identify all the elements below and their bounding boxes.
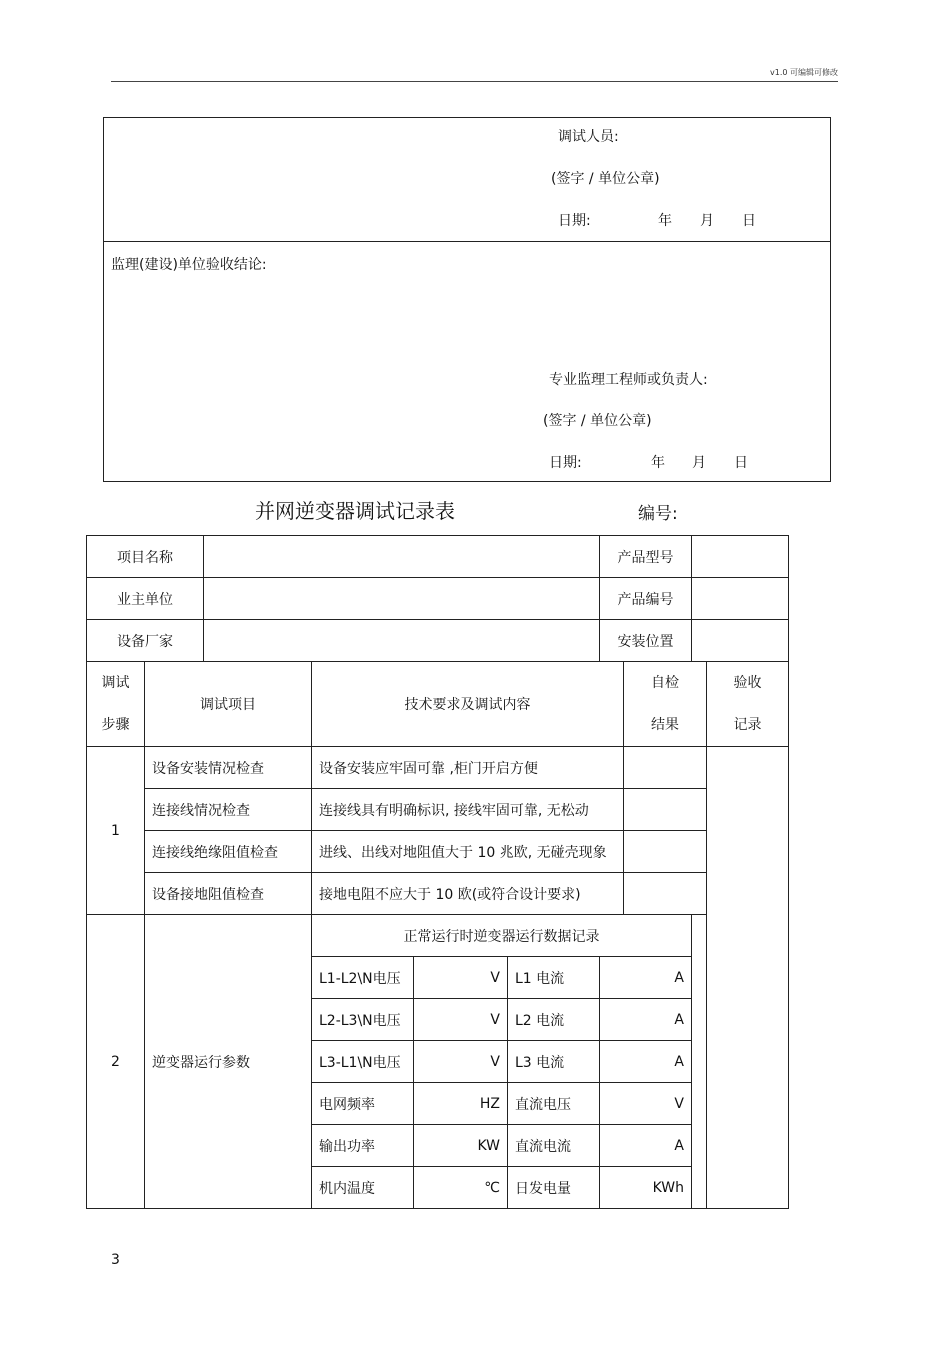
sign-label-1: (签字 / 单位公章) — [551, 171, 660, 187]
col-step-header — [87, 662, 145, 747]
step1-number: 1 — [87, 747, 145, 915]
param-unit[interactable]: KW — [414, 1125, 508, 1167]
step1-item: 连接线绝缘阻值检查 — [145, 831, 312, 873]
info-row-1 — [87, 536, 789, 578]
col-acceptance-header — [707, 662, 789, 747]
form-title: 并网逆变器调试记录表 — [255, 499, 455, 523]
acceptance-record-cell[interactable] — [707, 747, 789, 1209]
col-item-header: 调试项目 — [145, 662, 312, 747]
column-header-row — [87, 662, 789, 747]
param-label: L1 电流 — [508, 957, 600, 999]
step1-requirement: 进线、出线对地阻值大于 10 兆欧, 无碰壳现象 — [312, 831, 624, 873]
date-day-2: 日 — [734, 455, 748, 471]
self-check-cell[interactable] — [624, 873, 707, 915]
col-self-check-header — [624, 662, 707, 747]
param-label: L3-L1\N电压 — [312, 1041, 414, 1083]
param-label: L1-L2\N电压 — [312, 957, 414, 999]
param-label: 直流电流 — [508, 1125, 600, 1167]
date-month-1: 月 — [700, 213, 714, 229]
step1-row-4 — [87, 873, 789, 915]
step1-row-1 — [87, 747, 789, 789]
date-month-2: 月 — [692, 455, 706, 471]
product-model-value[interactable] — [692, 536, 789, 578]
owner-unit-value[interactable] — [204, 578, 600, 620]
param-label: 日发电量 — [508, 1167, 600, 1209]
version-note: v1.0 可编辑可修改 — [770, 68, 838, 77]
param-label: L3 电流 — [508, 1041, 600, 1083]
param-unit[interactable]: A — [600, 957, 692, 999]
step2-title-row — [87, 915, 789, 957]
col-acceptance-line2: 记录 — [733, 717, 762, 733]
param-unit[interactable]: A — [600, 1125, 692, 1167]
param-label: 机内温度 — [312, 1167, 414, 1209]
param-unit[interactable]: V — [414, 957, 508, 999]
param-unit[interactable]: V — [600, 1083, 692, 1125]
param-label: L2 电流 — [508, 999, 600, 1041]
col-self-check-line2: 结果 — [651, 717, 679, 733]
self-check-cell[interactable] — [624, 831, 707, 873]
serial-number-label: 编号: — [638, 504, 678, 524]
param-label: 输出功率 — [312, 1125, 414, 1167]
col-self-check-line1: 自检 — [651, 675, 679, 691]
signoff-divider — [103, 241, 831, 242]
step2-item: 逆变器运行参数 — [145, 915, 312, 1209]
param-unit[interactable]: HZ — [414, 1083, 508, 1125]
date-label-1: 日期: — [558, 213, 591, 229]
col-step-line2: 步骤 — [101, 717, 130, 733]
step2-number: 2 — [87, 915, 145, 1209]
step1-row-2 — [87, 789, 789, 831]
step2-data-title: 正常运行时逆变器运行数据记录 — [312, 915, 692, 957]
manufacturer-value[interactable] — [204, 620, 600, 662]
step1-row-3 — [87, 831, 789, 873]
project-name-label: 项目名称 — [87, 536, 204, 578]
install-location-value[interactable] — [692, 620, 789, 662]
param-label: 电网频率 — [312, 1083, 414, 1125]
step1-requirement: 接地电阻不应大于 10 欧(或符合设计要求) — [312, 873, 624, 915]
self-check-cell[interactable] — [624, 747, 707, 789]
self-check-cell[interactable] — [624, 789, 707, 831]
col-acceptance-line1: 验收 — [733, 675, 762, 691]
col-requirement-header: 技术要求及调试内容 — [312, 662, 624, 747]
signoff-box — [103, 117, 831, 482]
sign-label-2: (签字 / 单位公章) — [543, 413, 652, 429]
product-serial-label: 产品编号 — [600, 578, 692, 620]
install-location-label: 安装位置 — [600, 620, 692, 662]
date-label-2: 日期: — [549, 455, 582, 471]
param-unit[interactable]: A — [600, 1041, 692, 1083]
step1-item: 设备接地阻值检查 — [145, 873, 312, 915]
info-row-2 — [87, 578, 789, 620]
date-year-2: 年 — [651, 455, 665, 471]
manufacturer-label: 设备厂家 — [87, 620, 204, 662]
param-unit[interactable]: V — [414, 999, 508, 1041]
param-unit[interactable]: A — [600, 999, 692, 1041]
product-serial-value[interactable] — [692, 578, 789, 620]
date-day-1: 日 — [742, 213, 756, 229]
step1-item: 连接线情况检查 — [145, 789, 312, 831]
step1-item: 设备安装情况检查 — [145, 747, 312, 789]
step1-requirement: 设备安装应牢固可靠 ,柜门开启方便 — [312, 747, 624, 789]
param-unit[interactable]: KWh — [600, 1167, 692, 1209]
col-step-line1: 调试 — [101, 675, 130, 691]
debug-person-label: 调试人员: — [558, 129, 619, 145]
owner-unit-label: 业主单位 — [87, 578, 204, 620]
project-name-value[interactable] — [204, 536, 600, 578]
debug-record-table — [86, 535, 789, 1209]
product-model-label: 产品型号 — [600, 536, 692, 578]
step2-self-check-cell[interactable] — [692, 915, 707, 1209]
param-unit[interactable]: V — [414, 1041, 508, 1083]
header-divider — [111, 81, 838, 82]
supervision-conclusion-label: 监理(建设)单位验收结论: — [111, 257, 267, 273]
param-unit[interactable]: ℃ — [414, 1167, 508, 1209]
page-number: 3 — [111, 1252, 120, 1268]
step1-requirement: 连接线具有明确标识, 接线牢固可靠, 无松动 — [312, 789, 624, 831]
param-label: 直流电压 — [508, 1083, 600, 1125]
date-year-1: 年 — [658, 213, 672, 229]
info-row-3 — [87, 620, 789, 662]
engineer-label: 专业监理工程师或负责人: — [549, 372, 708, 388]
param-label: L2-L3\N电压 — [312, 999, 414, 1041]
